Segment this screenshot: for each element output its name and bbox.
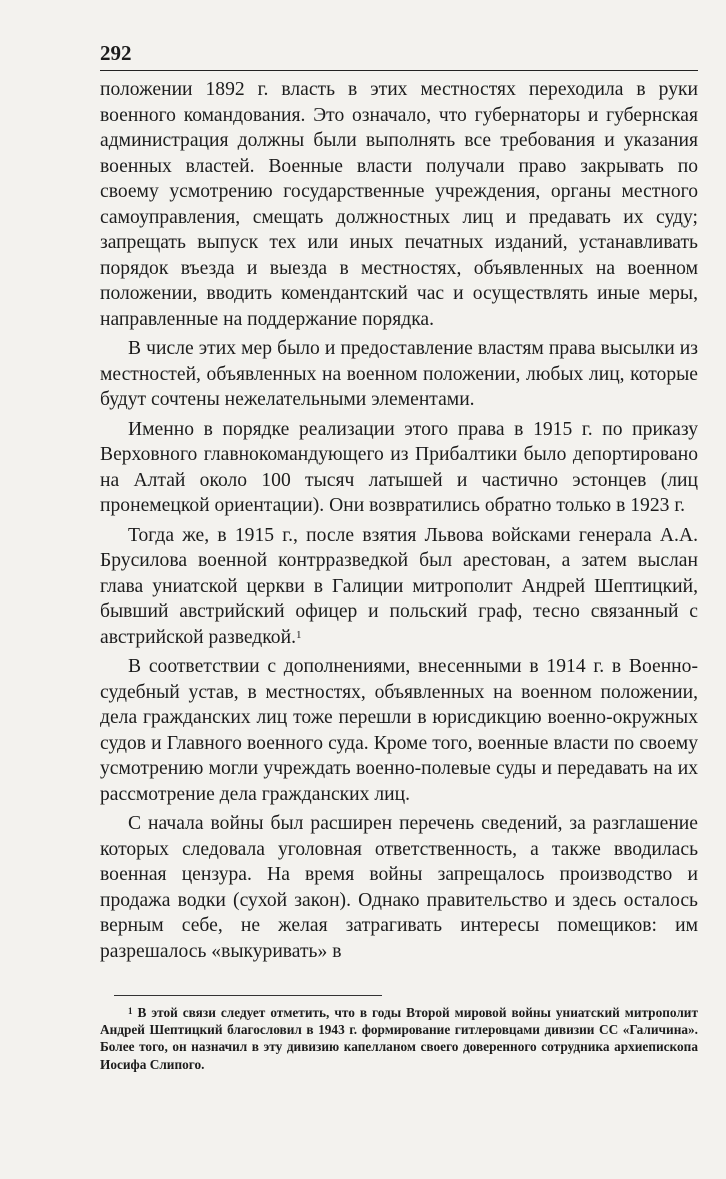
paragraph-6: С начала войны был расширен перечень сведений, за разглашение которых следовала уголовная ответственность, а также вводилась военная цензура. На время войны запрещалось производство и продажа водки (сухой закон). Однако правительство и здесь осталось верным себе, не желая затрагивать интересы помещиков: им разрешалось «выкуривать» в: [100, 813, 698, 962]
page-number: 292: [100, 41, 132, 65]
paragraph-5: В соответствии с дополнениями, внесенными в 1914 г. в Военно-судебный устав, в местностях, объявленных на военном положении, дела гражданских лиц тоже перешли в юрисдикцию военно-окружных судов и Главного военного суда. Кроме того, военные власти по своему усмотрению могли учреждать военно-полевые суды и передавать на их рассмотрение дела гражданских лиц.: [100, 656, 698, 805]
footnote-divider: [114, 995, 382, 996]
paragraph-2: В числе этих мер было и предоставление властям права высылки из местностей, объявленных на военном положении, любых лиц, которые будут сочтены нежелательными элементами.: [100, 338, 698, 410]
body-text: [100, 77, 698, 964]
footnote-marker: 1: [128, 1006, 133, 1016]
book-page: [100, 40, 698, 968]
footnote-text: В этой связи следует отметить, что в годы Второй мировой войны униатский митрополит Андрей Шептицкий благословил в 1943 г. формирование гитлеровцами дивизии СС «Галичина». Более того, он назначил в эту дивизию капелланом своего доверенного сотрудника архиепископа Иосифа Слипого.: [100, 1005, 698, 1072]
header-rule: [100, 70, 698, 71]
paragraph-1: положении 1892 г. власть в этих местностях переходила в руки военного командования. Это означало, что губернаторы и губернская администрация должны были выполнять все требования и указания военных властей. Военные власти получали право закрывать по своему усмотрению государственные учреждения, органы местного самоуправления, смещать должностных лиц и предавать их суду; запрещать выпуск тех или иных печатных изданий, устанавливать порядок въезда и выезда в местностях, объявленных на военном положении, вводить комендантский час и осуществлять иные меры, направленные на поддержание порядка.: [100, 79, 698, 330]
footnote-reference: 1: [296, 628, 302, 641]
paragraph-4-text: Тогда же, в 1915 г., после взятия Львова войсками генерала А.А. Брусилова военной контрразведкой был арестован, а затем выслан глава униатской церкви в Галиции митрополит Андрей Шептицкий, бывший австрийский офицер и польский граф, тесно связанный с австрийской разведкой.: [100, 524, 698, 648]
footnote: [100, 1004, 698, 1073]
paragraph-3: Именно в порядке реализации этого права в 1915 г. по приказу Верховного главнокомандующего из Прибалтики было депортировано на Алтай около 100 тысяч латышей и частично эстонцев (лиц пронемецкой ориентации). Они возвратились обратно только в 1923 г.: [100, 418, 698, 516]
paragraph-4: [100, 523, 698, 651]
